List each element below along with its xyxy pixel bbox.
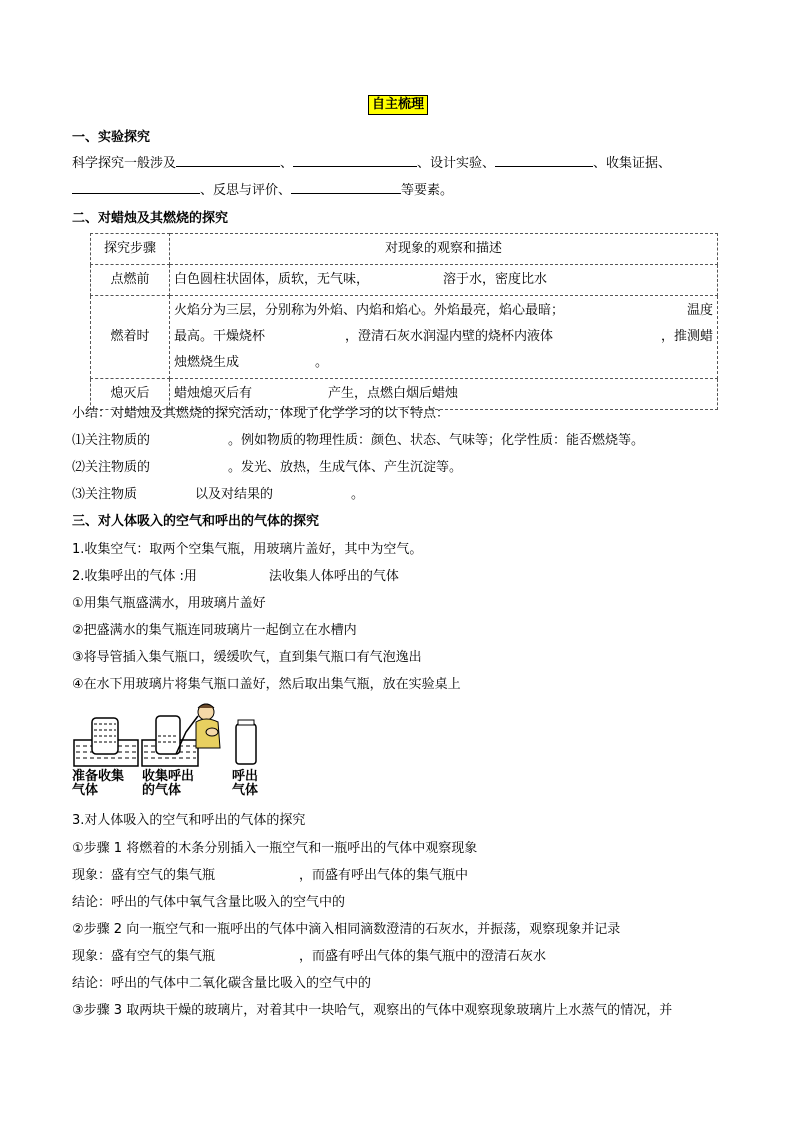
line1-text-a: 科学探究一般涉及 [72,156,177,171]
obs-line2-b: ，澄清石灰水润湿内壁的烧杯内液体 [345,329,554,344]
fig-label-c2: 气体 [232,783,259,798]
s3-conclusion1: 结论：呼出的气体中氧气含量比吸入的空气中的 [72,895,346,910]
p2-b: 法收集人体呼出的气体 [268,569,399,584]
line1-text-c: 、收集证据、 [593,156,672,171]
blank-1 [176,152,280,167]
s3-conclusion2: 结论：呼出的气体中二氧化碳含量比吸入的空气中的 [72,976,372,991]
s3-phenomenon2 [72,945,546,964]
s3-c1: ①用集气瓶盛满水，用玻璃片盖好 [72,596,266,611]
fig-label-a1: 准备收集 [72,769,125,784]
obs-line-3 [174,350,713,376]
obs-line-1 [174,298,713,324]
table-header-row [91,234,718,265]
fig-label-b1: 收集呼出 [142,769,195,784]
obs-cell [170,265,718,296]
s1-b: 。例如物质的物理性质：颜色、状态、气味等；化学性质：能否燃烧等。 [228,433,645,448]
obs-line1-b: 温度 [686,303,713,318]
fig-caption-c [232,770,258,798]
section1-line2 [72,179,453,198]
fig-caption-a [72,770,124,798]
blank-2 [293,152,417,167]
page-title: 自主梳理 [368,95,428,115]
sep-1: 、 [280,156,294,171]
s3-p2 [72,565,399,584]
fig-caption-b [142,770,194,798]
line1-text-b: 、设计实验、 [417,156,496,171]
gas-collection-illustration [72,702,262,772]
s3-c4: ④在水下用玻璃片将集气瓶口盖好，然后取出集气瓶，放在实验桌上 [72,677,461,692]
obs-text-b: 产生，点燃白烟后蜡烛 [328,386,459,401]
p2-a: 2.收集呼出的气体 :用 [72,569,197,584]
s3-step3: ③步骤 3 取两块干燥的玻璃片，对着其中一块哈气，观察出的气体中观察现象玻璃片上水蒸气的情况，并 [72,1003,673,1018]
ph1-b: ，而盛有呼出气体的集气瓶中 [299,868,469,883]
s3-b: 以及对结果的 [195,487,274,502]
s3-p1: 1.收集空气：取两个空集气瓶，用玻璃片盖好，其中为空气。 [72,542,423,557]
ph1-a: 现象：盛有空气的集气瓶 [72,868,216,883]
s2-a: ⑵关注物质的 [72,460,151,475]
ph2-b: ，而盛有呼出气体的集气瓶中的澄清石灰水 [299,949,547,964]
blank-5 [291,179,401,194]
summary-point-2 [72,456,462,475]
table-row [91,265,718,296]
fig-label-a2: 气体 [72,783,99,798]
obs-text-b: 溶于水，密度比水 [443,272,548,287]
section1-heading: 一、实验探究 [72,130,151,145]
s3-c3: ③将导管插入集气瓶口，缓缓吹气，直到集气瓶口有气泡逸出 [72,650,422,665]
summary-text: 小结：对蜡烛及其燃烧的探究活动，体现了化学学习的以下特点： [72,406,450,421]
summary-point-3 [72,483,364,502]
ph2-a: 现象：盛有空气的集气瓶 [72,949,216,964]
candle-table [90,233,718,410]
s3-step2: ②步骤 2 向一瓶空气和一瓶呼出的气体中滴入相同滴数澄清的石灰水，并振荡，观察现象并记录 [72,922,621,937]
obs-line2-a: 最高。干燥烧杯 [174,329,266,344]
s1-a: ⑴关注物质的 [72,433,151,448]
s3-p3: 3.对人体吸入的空气和呼出的气体的探究 [72,813,306,828]
obs-line3-b: 。 [315,355,329,370]
step-cell: 点燃前 [91,265,170,296]
summary-point-1 [72,429,644,448]
blank-4 [72,179,200,194]
section2-heading: 二、对蜡烛及其燃烧的探究 [72,211,229,226]
obs-text-a: 蜡烛熄灭后有 [174,386,253,401]
s2-b: 。发光、放热，生成气体、产生沉淀等。 [228,460,463,475]
table-row [91,296,718,379]
line2-text-a: 、反思与评价、 [200,183,292,198]
obs-line1-a: 火焰分为三层，分别称为外焰、内焰和焰心。外焰最亮，焰心最暗； [174,303,565,318]
step-cell: 燃着时 [91,296,170,379]
section1-line1 [72,152,671,171]
table-header-step: 探究步骤 [91,234,170,265]
obs-cell [170,296,718,379]
step-cell: 熄灭后 [91,379,170,410]
blank-3 [495,152,593,167]
obs-line3-a: 烛燃烧生成 [174,355,240,370]
section3-heading: 三、对人体吸入的空气和呼出的气体的探究 [72,514,320,529]
obs-text-a: 白色圆柱状固体，质软，无气味， [174,272,370,287]
fig-label-c1: 呼出 [232,769,259,784]
obs-line-2 [174,324,713,350]
s3-phenomenon1 [72,864,468,883]
obs-line2-c: ，推测蜡 [660,329,713,344]
s3-c2: ②把盛满水的集气瓶连同玻璃片一起倒立在水槽内 [72,623,357,638]
table-header-obs: 对现象的观察和描述 [170,234,718,265]
s3-step1: ①步骤 1 将燃着的木条分别插入一瓶空气和一瓶呼出的气体中观察现象 [72,841,478,856]
s3-a: ⑶关注物质 [72,487,138,502]
s3-c: 。 [351,487,365,502]
gas-collection-figure [72,702,262,802]
line2-text-b: 等要素。 [401,183,454,198]
fig-label-b2: 的气体 [142,783,182,798]
